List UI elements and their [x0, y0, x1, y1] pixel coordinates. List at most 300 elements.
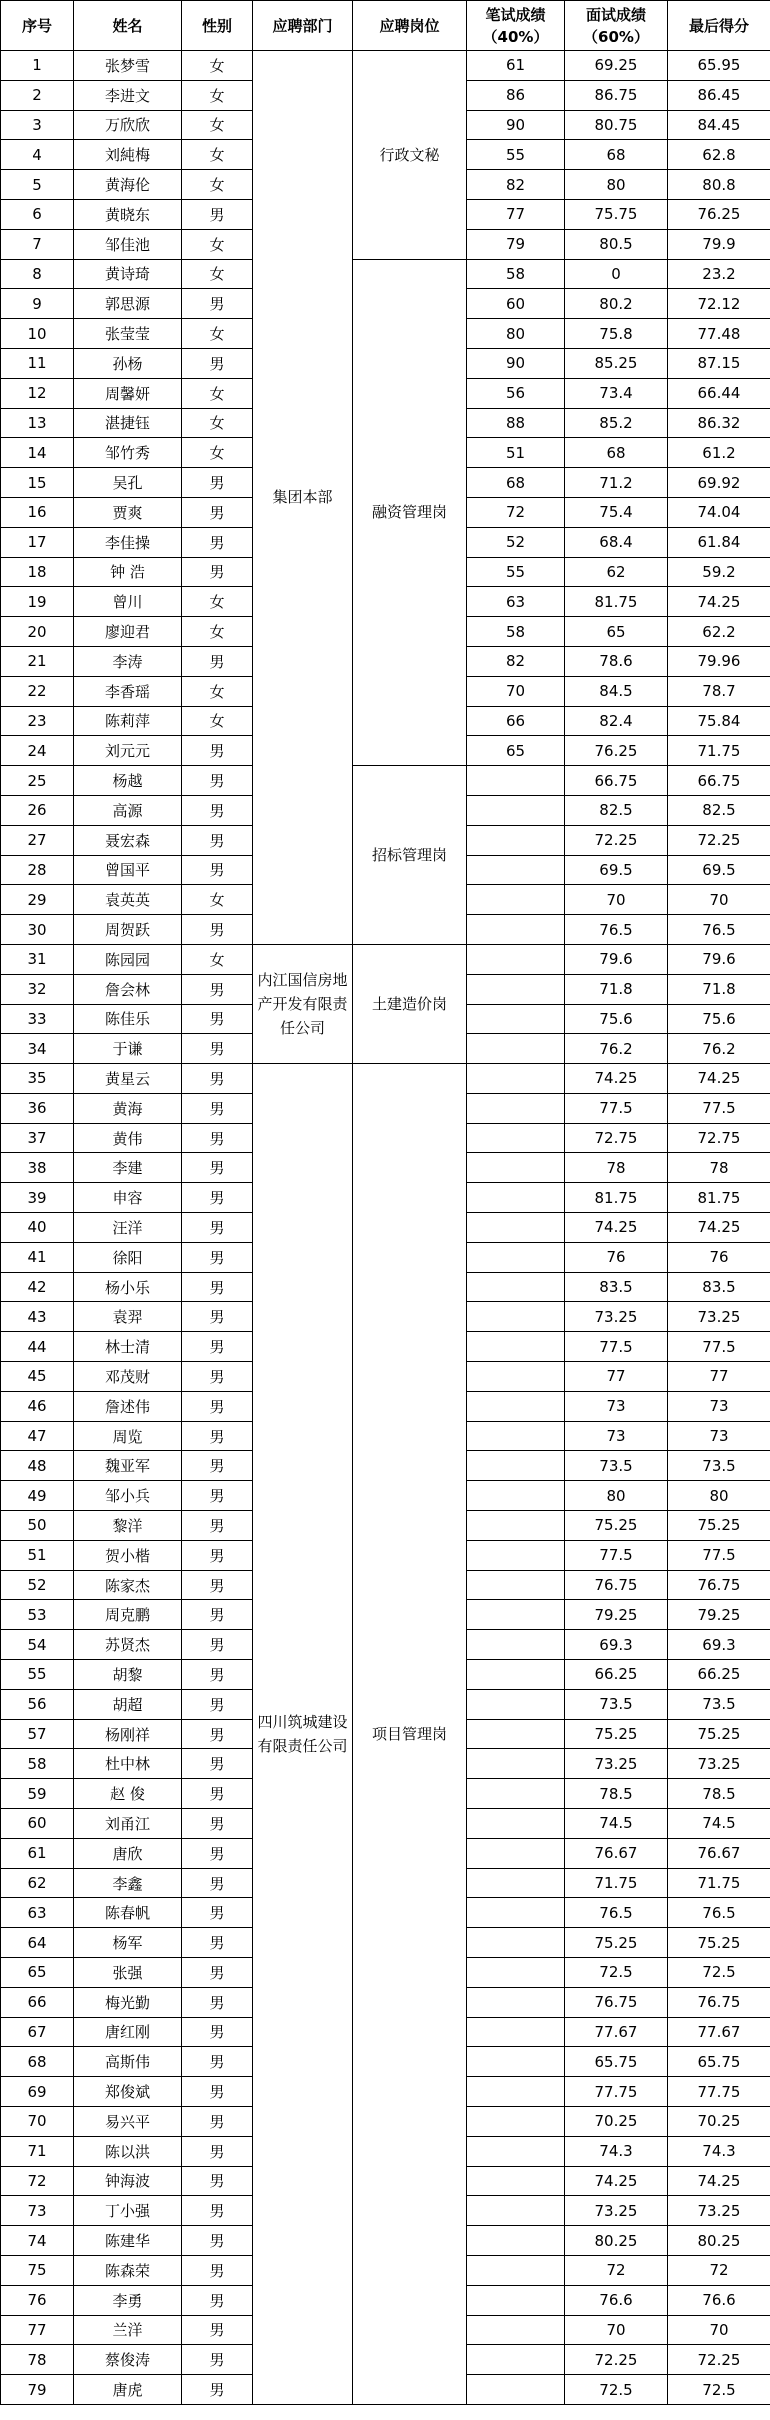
- cell-gender: 男: [182, 766, 253, 796]
- cell-interview-score: 70: [565, 2315, 668, 2345]
- cell-final-score: 72.25: [668, 825, 770, 855]
- cell-seq: 15: [1, 468, 74, 498]
- cell-interview-score: 73.5: [565, 1689, 668, 1719]
- cell-gender: 男: [182, 646, 253, 676]
- cell-name: 易兴平: [74, 2106, 182, 2136]
- cell-interview-score: 69.3: [565, 1630, 668, 1660]
- cell-written-score: [467, 1004, 565, 1034]
- cell-interview-score: 65.75: [565, 2047, 668, 2077]
- cell-seq: 43: [1, 1302, 74, 1332]
- cell-seq: 39: [1, 1183, 74, 1213]
- cell-name: 曾国平: [74, 855, 182, 885]
- cell-final-score: 66.75: [668, 766, 770, 796]
- cell-seq: 54: [1, 1630, 74, 1660]
- cell-gender: 男: [182, 557, 253, 587]
- cell-final-score: 81.75: [668, 1183, 770, 1213]
- cell-position: 招标管理岗: [353, 766, 467, 945]
- cell-gender: 男: [182, 497, 253, 527]
- cell-written-score: [467, 1093, 565, 1123]
- cell-gender: 男: [182, 1809, 253, 1839]
- cell-name: 陈建华: [74, 2226, 182, 2256]
- cell-final-score: 75.84: [668, 706, 770, 736]
- cell-gender: 男: [182, 468, 253, 498]
- table-row: [1, 259, 770, 289]
- cell-written-score: 56: [467, 378, 565, 408]
- cell-name: 高斯伟: [74, 2047, 182, 2077]
- cell-final-score: 77.75: [668, 2077, 770, 2107]
- cell-seq: 48: [1, 1451, 74, 1481]
- cell-final-score: 77.48: [668, 319, 770, 349]
- cell-interview-score: 66.75: [565, 766, 668, 796]
- header-row: [1, 1, 770, 51]
- cell-final-score: 76.25: [668, 199, 770, 229]
- cell-name: 陈以洪: [74, 2136, 182, 2166]
- cell-gender: 女: [182, 319, 253, 349]
- cell-gender: 男: [182, 2106, 253, 2136]
- cell-final-score: 73: [668, 1391, 770, 1421]
- cell-name: 李进文: [74, 80, 182, 110]
- cell-interview-score: 76.75: [565, 1987, 668, 2017]
- cell-department: 内江国信房地产开发有限责任公司: [253, 944, 353, 1063]
- cell-final-score: 72.25: [668, 2345, 770, 2375]
- cell-gender: 男: [182, 1630, 253, 1660]
- cell-gender: 男: [182, 1481, 253, 1511]
- cell-gender: 男: [182, 2047, 253, 2077]
- cell-name: 杨越: [74, 766, 182, 796]
- cell-interview-score: 72.25: [565, 825, 668, 855]
- cell-gender: 男: [182, 527, 253, 557]
- cell-gender: 男: [182, 1302, 253, 1332]
- cell-gender: 男: [182, 1987, 253, 2017]
- cell-seq: 1: [1, 51, 74, 81]
- cell-interview-score: 74.5: [565, 1809, 668, 1839]
- cell-gender: 男: [182, 1451, 253, 1481]
- cell-seq: 20: [1, 617, 74, 647]
- cell-written-score: [467, 974, 565, 1004]
- cell-final-score: 80.25: [668, 2226, 770, 2256]
- cell-written-score: 90: [467, 110, 565, 140]
- cell-seq: 79: [1, 2375, 74, 2405]
- cell-written-score: [467, 944, 565, 974]
- cell-interview-score: 73.4: [565, 378, 668, 408]
- cell-gender: 男: [182, 1719, 253, 1749]
- cell-seq: 9: [1, 289, 74, 319]
- cell-gender: 女: [182, 706, 253, 736]
- cell-gender: 男: [182, 1838, 253, 1868]
- cell-gender: 男: [182, 2166, 253, 2196]
- cell-written-score: 90: [467, 348, 565, 378]
- cell-name: 兰洋: [74, 2315, 182, 2345]
- cell-written-score: [467, 1362, 565, 1392]
- cell-final-score: 76.5: [668, 915, 770, 945]
- cell-interview-score: 73: [565, 1421, 668, 1451]
- cell-gender: 男: [182, 736, 253, 766]
- cell-interview-score: 72.25: [565, 2345, 668, 2375]
- cell-name: 陈莉萍: [74, 706, 182, 736]
- cell-interview-score: 76: [565, 1242, 668, 1272]
- cell-final-score: 78.7: [668, 676, 770, 706]
- cell-seq: 13: [1, 408, 74, 438]
- cell-interview-score: 71.75: [565, 1868, 668, 1898]
- cell-interview-score: 75.4: [565, 497, 668, 527]
- cell-gender: 男: [182, 2255, 253, 2285]
- cell-written-score: [467, 1481, 565, 1511]
- cell-seq: 42: [1, 1272, 74, 1302]
- cell-written-score: [467, 1809, 565, 1839]
- cell-interview-score: 80.5: [565, 229, 668, 259]
- cell-seq: 26: [1, 795, 74, 825]
- cell-written-score: [467, 1213, 565, 1243]
- cell-seq: 31: [1, 944, 74, 974]
- cell-name: 蔡俊涛: [74, 2345, 182, 2375]
- cell-final-score: 77.67: [668, 2017, 770, 2047]
- cell-seq: 40: [1, 1213, 74, 1243]
- cell-seq: 56: [1, 1689, 74, 1719]
- cell-interview-score: 74.25: [565, 2166, 668, 2196]
- cell-written-score: [467, 2017, 565, 2047]
- table-row: [1, 1064, 770, 1094]
- cell-interview-score: 78: [565, 1153, 668, 1183]
- cell-name: 高源: [74, 795, 182, 825]
- cell-final-score: 82.5: [668, 795, 770, 825]
- cell-written-score: 60: [467, 289, 565, 319]
- cell-gender: 男: [182, 1958, 253, 1988]
- cell-final-score: 77: [668, 1362, 770, 1392]
- cell-interview-score: 75.25: [565, 1928, 668, 1958]
- cell-gender: 男: [182, 1153, 253, 1183]
- cell-written-score: [467, 2136, 565, 2166]
- cell-written-score: 68: [467, 468, 565, 498]
- cell-interview-score: 79.6: [565, 944, 668, 974]
- cell-gender: 女: [182, 110, 253, 140]
- cell-name: 李涛: [74, 646, 182, 676]
- cell-seq: 24: [1, 736, 74, 766]
- cell-final-score: 76.6: [668, 2285, 770, 2315]
- cell-gender: 男: [182, 1332, 253, 1362]
- cell-seq: 27: [1, 825, 74, 855]
- cell-gender: 男: [182, 1391, 253, 1421]
- cell-final-score: 66.25: [668, 1660, 770, 1690]
- cell-final-score: 23.2: [668, 259, 770, 289]
- cell-interview-score: 80.75: [565, 110, 668, 140]
- cell-name: 张强: [74, 1958, 182, 1988]
- cell-seq: 50: [1, 1511, 74, 1541]
- cell-name: 邓茂财: [74, 1362, 182, 1392]
- cell-written-score: [467, 2077, 565, 2107]
- cell-interview-score: 76.67: [565, 1838, 668, 1868]
- cell-written-score: [467, 795, 565, 825]
- cell-interview-score: 76.5: [565, 915, 668, 945]
- cell-seq: 68: [1, 2047, 74, 2077]
- cell-final-score: 76.75: [668, 1570, 770, 1600]
- cell-final-score: 76.67: [668, 1838, 770, 1868]
- cell-name: 周览: [74, 1421, 182, 1451]
- cell-seq: 11: [1, 348, 74, 378]
- cell-interview-score: 66.25: [565, 1660, 668, 1690]
- cell-written-score: [467, 1958, 565, 1988]
- cell-gender: 女: [182, 676, 253, 706]
- cell-name: 于谦: [74, 1034, 182, 1064]
- cell-written-score: [467, 1838, 565, 1868]
- cell-gender: 男: [182, 1123, 253, 1153]
- cell-interview-score: 80.2: [565, 289, 668, 319]
- cell-final-score: 79.9: [668, 229, 770, 259]
- cell-name: 廖迎君: [74, 617, 182, 647]
- cell-written-score: [467, 1630, 565, 1660]
- cell-final-score: 77.5: [668, 1332, 770, 1362]
- cell-name: 陈佳乐: [74, 1004, 182, 1034]
- cell-interview-score: 75.6: [565, 1004, 668, 1034]
- cell-seq: 14: [1, 438, 74, 468]
- cell-gender: 男: [182, 2375, 253, 2405]
- cell-written-score: 55: [467, 557, 565, 587]
- cell-position: 融资管理岗: [353, 259, 467, 766]
- cell-written-score: [467, 1391, 565, 1421]
- cell-interview-score: 81.75: [565, 587, 668, 617]
- cell-interview-score: 86.75: [565, 80, 668, 110]
- cell-name: 李建: [74, 1153, 182, 1183]
- cell-seq: 12: [1, 378, 74, 408]
- cell-gender: 女: [182, 140, 253, 170]
- cell-name: 林士清: [74, 1332, 182, 1362]
- cell-written-score: 52: [467, 527, 565, 557]
- cell-final-score: 76: [668, 1242, 770, 1272]
- cell-interview-score: 76.5: [565, 1898, 668, 1928]
- cell-interview-score: 84.5: [565, 676, 668, 706]
- cell-seq: 49: [1, 1481, 74, 1511]
- cell-final-score: 65.75: [668, 2047, 770, 2077]
- cell-written-score: [467, 1660, 565, 1690]
- cell-gender: 男: [182, 348, 253, 378]
- cell-final-score: 72.5: [668, 2375, 770, 2405]
- cell-name: 唐欣: [74, 1838, 182, 1868]
- cell-name: 李香瑶: [74, 676, 182, 706]
- cell-written-score: [467, 825, 565, 855]
- cell-final-score: 72.12: [668, 289, 770, 319]
- cell-gender: 女: [182, 617, 253, 647]
- table-row: [1, 51, 770, 81]
- cell-seq: 78: [1, 2345, 74, 2375]
- cell-written-score: 82: [467, 646, 565, 676]
- cell-written-score: [467, 1987, 565, 2017]
- cell-written-score: [467, 1719, 565, 1749]
- cell-interview-score: 76.6: [565, 2285, 668, 2315]
- table-header: [1, 1, 770, 51]
- cell-interview-score: 82.4: [565, 706, 668, 736]
- cell-written-score: 82: [467, 170, 565, 200]
- cell-gender: 男: [182, 2226, 253, 2256]
- cell-seq: 23: [1, 706, 74, 736]
- cell-gender: 男: [182, 915, 253, 945]
- cell-written-score: 70: [467, 676, 565, 706]
- cell-gender: 男: [182, 1898, 253, 1928]
- cell-final-score: 86.45: [668, 80, 770, 110]
- cell-final-score: 61.2: [668, 438, 770, 468]
- cell-written-score: [467, 1153, 565, 1183]
- cell-seq: 70: [1, 2106, 74, 2136]
- cell-seq: 37: [1, 1123, 74, 1153]
- cell-written-score: [467, 1689, 565, 1719]
- cell-interview-score: 0: [565, 259, 668, 289]
- cell-name: 梅光勤: [74, 1987, 182, 2017]
- cell-interview-score: 62: [565, 557, 668, 587]
- cell-final-score: 76.5: [668, 1898, 770, 1928]
- cell-final-score: 72: [668, 2255, 770, 2285]
- cell-interview-score: 78.6: [565, 646, 668, 676]
- cell-name: 张梦雪: [74, 51, 182, 81]
- cell-name: 唐红刚: [74, 2017, 182, 2047]
- cell-written-score: [467, 2196, 565, 2226]
- cell-interview-score: 79.25: [565, 1600, 668, 1630]
- cell-name: 黄晓东: [74, 199, 182, 229]
- cell-seq: 5: [1, 170, 74, 200]
- cell-seq: 53: [1, 1600, 74, 1630]
- cell-written-score: [467, 2315, 565, 2345]
- cell-gender: 女: [182, 51, 253, 81]
- cell-final-score: 79.25: [668, 1600, 770, 1630]
- cell-written-score: [467, 2345, 565, 2375]
- cell-gender: 男: [182, 1362, 253, 1392]
- cell-gender: 女: [182, 378, 253, 408]
- cell-written-score: [467, 1034, 565, 1064]
- cell-name: 杨小乐: [74, 1272, 182, 1302]
- cell-interview-score: 76.2: [565, 1034, 668, 1064]
- cell-written-score: 63: [467, 587, 565, 617]
- cell-name: 周贺跃: [74, 915, 182, 945]
- cell-name: 黎洋: [74, 1511, 182, 1541]
- cell-seq: 44: [1, 1332, 74, 1362]
- cell-gender: 女: [182, 438, 253, 468]
- cell-name: 张莹莹: [74, 319, 182, 349]
- cell-seq: 73: [1, 2196, 74, 2226]
- cell-gender: 女: [182, 885, 253, 915]
- cell-written-score: [467, 2106, 565, 2136]
- cell-final-score: 74.25: [668, 587, 770, 617]
- cell-written-score: [467, 2166, 565, 2196]
- cell-name: 郑俊斌: [74, 2077, 182, 2107]
- cell-interview-score: 72.75: [565, 1123, 668, 1153]
- cell-interview-score: 77.5: [565, 1332, 668, 1362]
- cell-interview-score: 65: [565, 617, 668, 647]
- cell-seq: 76: [1, 2285, 74, 2315]
- cell-gender: 男: [182, 1600, 253, 1630]
- cell-final-score: 72.5: [668, 1958, 770, 1988]
- cell-name: 黄诗琦: [74, 259, 182, 289]
- cell-gender: 男: [182, 2345, 253, 2375]
- cell-final-score: 73.25: [668, 1302, 770, 1332]
- cell-seq: 33: [1, 1004, 74, 1034]
- cell-seq: 67: [1, 2017, 74, 2047]
- cell-seq: 71: [1, 2136, 74, 2166]
- cell-name: 曾川: [74, 587, 182, 617]
- cell-gender: 男: [182, 1272, 253, 1302]
- cell-written-score: [467, 1242, 565, 1272]
- cell-final-score: 66.44: [668, 378, 770, 408]
- cell-written-score: [467, 1898, 565, 1928]
- cell-interview-score: 72: [565, 2255, 668, 2285]
- cell-final-score: 70: [668, 2315, 770, 2345]
- cell-interview-score: 75.8: [565, 319, 668, 349]
- cell-name: 刘元元: [74, 736, 182, 766]
- cell-interview-score: 81.75: [565, 1183, 668, 1213]
- cell-name: 陈春帆: [74, 1898, 182, 1928]
- cell-written-score: [467, 1570, 565, 1600]
- cell-written-score: [467, 766, 565, 796]
- cell-gender: 男: [182, 1064, 253, 1094]
- cell-gender: 女: [182, 229, 253, 259]
- cell-gender: 男: [182, 2017, 253, 2047]
- cell-gender: 男: [182, 289, 253, 319]
- cell-gender: 男: [182, 1570, 253, 1600]
- cell-seq: 19: [1, 587, 74, 617]
- cell-name: 杜中林: [74, 1749, 182, 1779]
- header-written-weight: （40%）: [482, 27, 549, 46]
- cell-written-score: [467, 915, 565, 945]
- cell-name: 胡超: [74, 1689, 182, 1719]
- cell-interview-score: 76.25: [565, 736, 668, 766]
- cell-name: 钟 浩: [74, 557, 182, 587]
- cell-name: 黄海伦: [74, 170, 182, 200]
- cell-gender: 男: [182, 795, 253, 825]
- cell-seq: 36: [1, 1093, 74, 1123]
- cell-name: 李鑫: [74, 1868, 182, 1898]
- cell-gender: 男: [182, 1421, 253, 1451]
- cell-seq: 32: [1, 974, 74, 1004]
- cell-gender: 男: [182, 855, 253, 885]
- cell-written-score: [467, 1302, 565, 1332]
- header-gender: 性别: [182, 1, 253, 51]
- cell-seq: 75: [1, 2255, 74, 2285]
- cell-written-score: [467, 1064, 565, 1094]
- cell-final-score: 75.25: [668, 1511, 770, 1541]
- cell-written-score: [467, 1123, 565, 1153]
- cell-written-score: 58: [467, 617, 565, 647]
- cell-final-score: 74.25: [668, 1213, 770, 1243]
- cell-interview-score: 82.5: [565, 795, 668, 825]
- cell-final-score: 71.75: [668, 1868, 770, 1898]
- cell-name: 詹述伟: [74, 1391, 182, 1421]
- cell-name: 陈家杰: [74, 1570, 182, 1600]
- cell-gender: 男: [182, 1749, 253, 1779]
- cell-final-score: 73.5: [668, 1451, 770, 1481]
- cell-seq: 38: [1, 1153, 74, 1183]
- cell-name: 聂宏森: [74, 825, 182, 855]
- cell-final-score: 77.5: [668, 1540, 770, 1570]
- cell-final-score: 74.25: [668, 2166, 770, 2196]
- header-written-score: [467, 1, 565, 51]
- cell-final-score: 74.25: [668, 1064, 770, 1094]
- cell-seq: 74: [1, 2226, 74, 2256]
- cell-seq: 65: [1, 1958, 74, 1988]
- cell-written-score: [467, 855, 565, 885]
- cell-name: 汪洋: [74, 1213, 182, 1243]
- cell-final-score: 73.5: [668, 1689, 770, 1719]
- cell-seq: 4: [1, 140, 74, 170]
- cell-name: 赵 俊: [74, 1779, 182, 1809]
- cell-name: 唐虎: [74, 2375, 182, 2405]
- cell-interview-score: 75.75: [565, 199, 668, 229]
- cell-name: 李勇: [74, 2285, 182, 2315]
- cell-name: 贺小楷: [74, 1540, 182, 1570]
- cell-seq: 28: [1, 855, 74, 885]
- cell-seq: 55: [1, 1660, 74, 1690]
- cell-seq: 30: [1, 915, 74, 945]
- cell-name: 胡黎: [74, 1660, 182, 1690]
- cell-seq: 77: [1, 2315, 74, 2345]
- cell-written-score: 72: [467, 497, 565, 527]
- cell-interview-score: 71.8: [565, 974, 668, 1004]
- cell-final-score: 76.2: [668, 1034, 770, 1064]
